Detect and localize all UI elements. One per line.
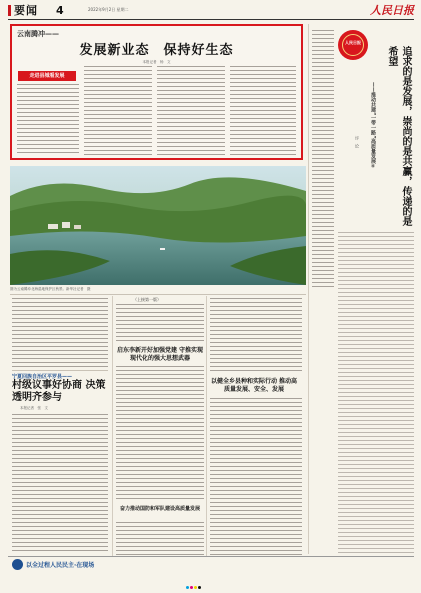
mid-text-2 [116,366,204,502]
section-marker [8,5,11,16]
mid-headline-1[interactable]: 启东李新开好加强党建 守推实现现代化的强大思想武器 [116,347,204,362]
masthead-rule [8,19,414,20]
lower-left-byline: 本报记者 张 文 [20,406,48,410]
footer-banner-text: 以全过程人民民主·在现场 [26,562,95,569]
emblem-icon [338,30,368,60]
right-author: 评 论 [355,136,360,148]
photo-caption: 图为云南腾冲北海湿地保护区秋景。新华社记者 摄 [10,287,91,291]
page-number: 4 [56,4,64,17]
continued-label: （上接第一版） [133,297,161,302]
feature-text-col2 [84,66,152,156]
print-registration-marks [186,574,206,578]
feature-byline: 本报记者 杨 文 [142,60,171,64]
emblem-label: 人民日报 [345,40,361,45]
feature-text-col1 [17,84,79,156]
section-rule [10,294,306,295]
mid-headline-2[interactable]: 以健全乡县种和实际行动 推动高质量发展、安全、发展 [210,378,298,393]
feature-headline: 发展新业态 保持好生态 [79,43,234,58]
lower-left-kicker: 宁夏回族自治区平罗县—— [12,374,73,380]
right-headline[interactable]: 追求的是发展，崇尚的是共赢，传递的是希望 [386,46,411,226]
right-subhead: ——推动共建“一带一路”高质量发展④ [370,82,376,170]
left-rule [12,370,108,371]
mid-headline-3[interactable]: 奋力推动国防和军队建设高质量发展 [119,506,200,512]
column-rule [206,296,207,556]
issue-date: 2022年9月2日 星期二 [88,7,129,12]
footer-rule [8,556,414,557]
badge-icon [12,559,23,570]
series-badge: 走进县城看发展 [18,71,76,81]
left-text-lower [12,414,108,554]
feature-text-col4 [230,66,296,156]
mid-text-1 [116,304,204,344]
newspaper-logo: 人民日报 [370,4,414,17]
section-title: 要闻 [14,4,38,17]
masthead [8,4,414,18]
column-rule [308,24,309,554]
mid-text-3 [116,522,204,556]
feature-article[interactable] [10,24,303,160]
footer-banner [12,558,122,574]
mid2-text-2 [210,398,302,556]
column-rule [112,296,113,556]
left-text-upper [12,298,108,368]
right-text-body [338,232,414,557]
feature-text-col3 [157,66,225,156]
mid2-text-1 [210,298,302,374]
landscape-photo [10,166,306,285]
right-text-narrow [312,30,334,290]
lower-left-headline[interactable]: 村级议事好协商 决策透明齐参与 [12,380,106,403]
feature-kicker: 云南腾冲—— [17,29,59,38]
